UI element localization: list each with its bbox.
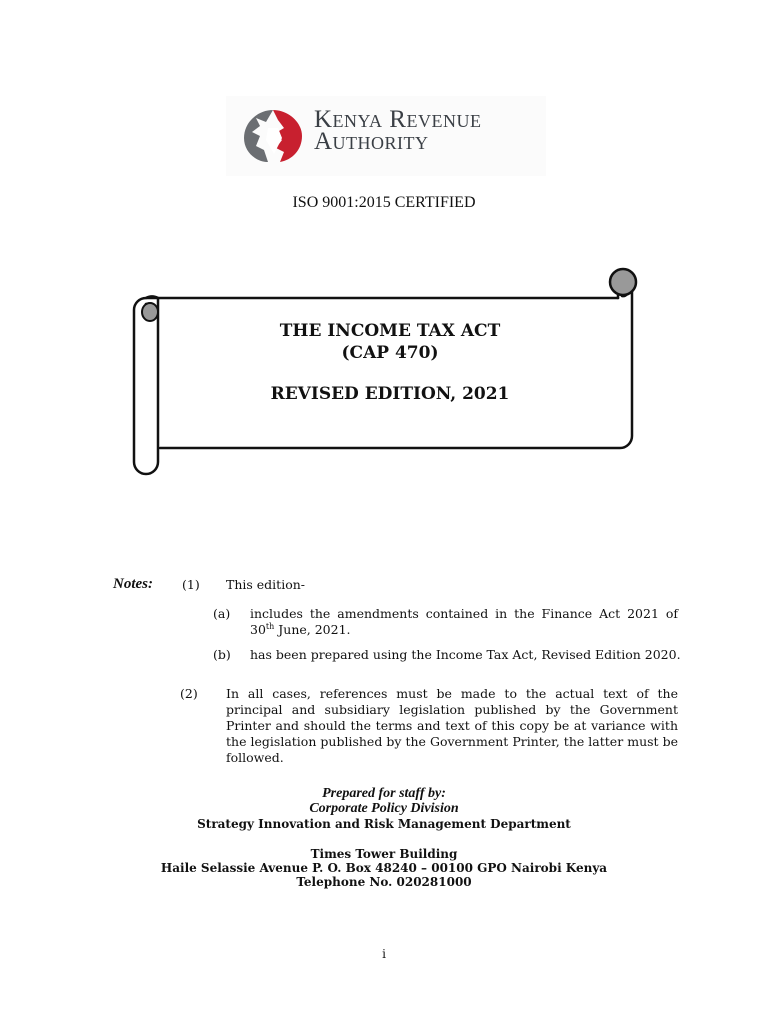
note-b-number: (b)	[213, 647, 231, 662]
note-2-number: (2)	[180, 686, 198, 701]
prepared-for-heading: Prepared for staff by:	[322, 786, 446, 801]
scroll-banner	[132, 266, 638, 480]
division-name: Corporate Policy Division	[309, 801, 459, 816]
note-2-text: In all cases, references must be made to the actual text of the principal and subsidiary legislation published by the Government Printer and should the terms and text of this copy be at variance with the legislation published by the Government Printer, the latter must be followed.	[226, 686, 678, 765]
postal-address: Haile Selassie Avenue P. O. Box 48240 – 00100 GPO Nairobi Kenya	[160, 861, 608, 875]
note-1-number: (1)	[182, 577, 200, 592]
iso-certification: ISO 9001:2015 CERTIFIED	[292, 194, 476, 211]
act-edition: REVISED EDITION, 2021	[270, 384, 510, 404]
note-a-text: includes the amendments contained in the Finance Act 2021 of 30th June, 2021.	[250, 606, 678, 637]
department-name: Strategy Innovation and Risk Management Department	[197, 817, 571, 831]
notes-label: Notes:	[113, 576, 153, 592]
logo-text-line1: Kenya Revenue	[314, 106, 482, 133]
note-a-number: (a)	[213, 606, 231, 621]
note-b-text: has been prepared using the Income Tax Act, Revised Edition 2020.	[250, 647, 681, 662]
lion-emblem-icon	[238, 106, 308, 166]
act-title: THE INCOME TAX ACT	[279, 321, 501, 341]
telephone-number: Telephone No. 020281000	[296, 875, 472, 889]
note-1-text: This edition-	[226, 577, 305, 592]
building-name: Times Tower Building	[310, 847, 458, 861]
logo-text-line2: Authority	[314, 128, 429, 155]
act-chapter: (CAP 470)	[341, 343, 439, 363]
page-number: i	[382, 947, 386, 961]
scroll-curl-right	[610, 269, 636, 295]
kra-logo	[226, 96, 546, 176]
